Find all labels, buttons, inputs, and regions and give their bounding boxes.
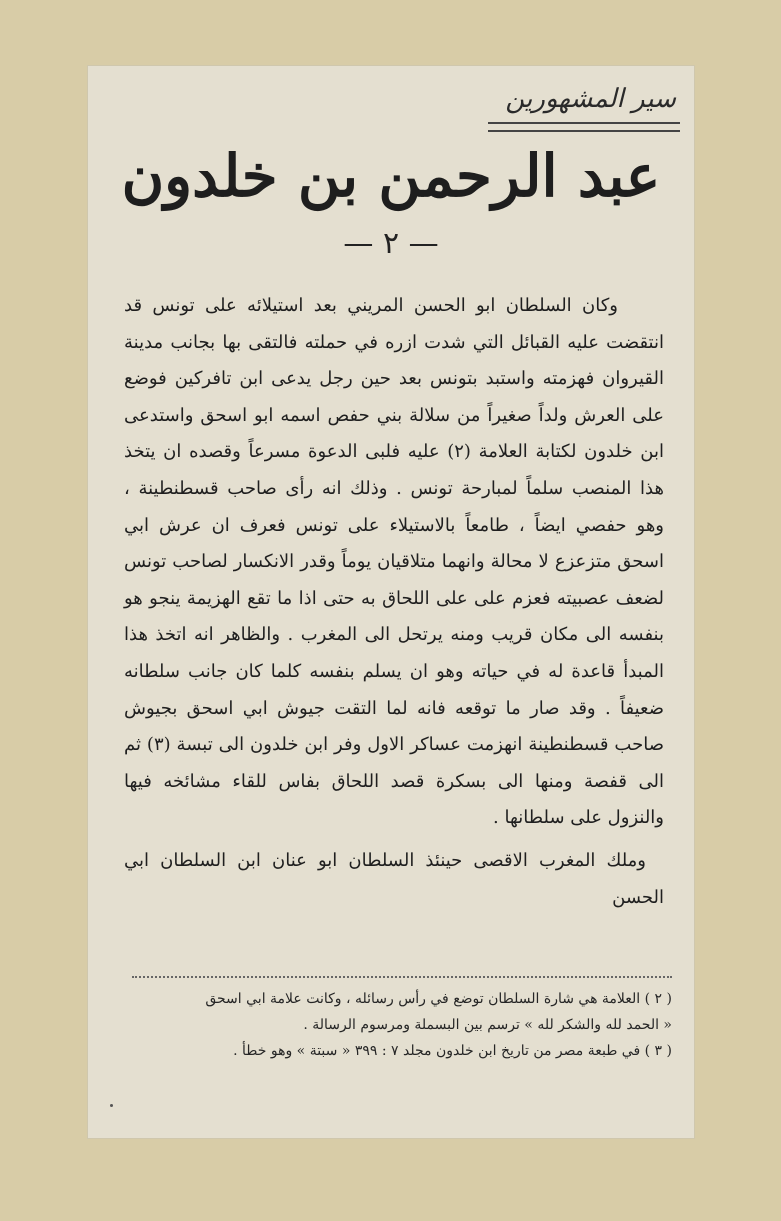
part-number: — ٢ — [343, 226, 439, 261]
footnote-line: « الحمد لله والشكر لله » ترسم بين البسملة ومرسوم الرسالة . [303, 1017, 672, 1033]
paragraph: وكان السلطان ابو الحسن المريني بعد استيلائه على تونس قد انتقضت عليه القبائل التي شدت ازره في حملته فالتقى بها بجانب مدينة القيروان فهزمته واستبد بتونس بعد حين رجل يدعى ابن تافركين فوضع على العرش ولداً صغيراً من سلالة بني حفص اسمه ابو اسحق واستدعى ابن خلدون لكتابة العلامة (٢) عليه فلبى الدعوة مسرعاً وقصده ان يتخذ هذا المنصب سلماً لمبارحة تونس . وذلك انه رأى صاحب قسطنطينة ، وهو حفصي ايضاً ، طامعاً بالاستيلاء على تونس فعرف ان عرش ابي اسحق متزعزع لا محالة وانهما متلاقيان يوماً وقدر الانكسار لصاحب تونس لضعف عصبيته فعزم على على اللحاق به حتى اذا ما تقع الهزيمة ينجو هو بنفسه الى مكان قريب ومنه يرتحل الى المغرب . والظاهر انه اتخذ هذا المبدأ قاعدة له في حياته وهو ان يسلم بنفسه كلما كان جانب سلطانه ضعيفاً . وقد صار ما توقعه فانه لما التقت جيوش ابي اسحق بجيوش صاحب قسطنطينة انهزمت عساكر الاول وفر ابن خلدون الى تبسة (٣) ثم الى قفصة ومنها الى بسكرة قصد اللحاق بفاس للقاء مشائخه فيها والنزول على سلطانها . [124, 295, 665, 829]
footnote-separator [132, 976, 672, 978]
footnote-line: ( ٣ ) في طبعة مصر من تاريخ ابن خلدون مجلد ٧ : ٣٩٩ « سبتة » وهو خطأ . [233, 1043, 672, 1059]
header-double-rule [488, 122, 680, 132]
article-body [124, 288, 664, 916]
article-title: عبد الرحمن بن خلدون [121, 142, 661, 210]
book-page [88, 66, 694, 1138]
paragraph: وملك المغرب الاقصى حينئذ السلطان ابو عنان ابن السلطان ابي الحسن [124, 849, 664, 908]
footnotes [128, 986, 672, 1064]
ink-speck [110, 1104, 113, 1107]
series-header: سير المشهورين [505, 84, 676, 114]
footnote-line: ( ٢ ) العلامة هي شارة السلطان توضع في رأس رسائله ، وكانت علامة ابي اسحق [205, 991, 672, 1007]
